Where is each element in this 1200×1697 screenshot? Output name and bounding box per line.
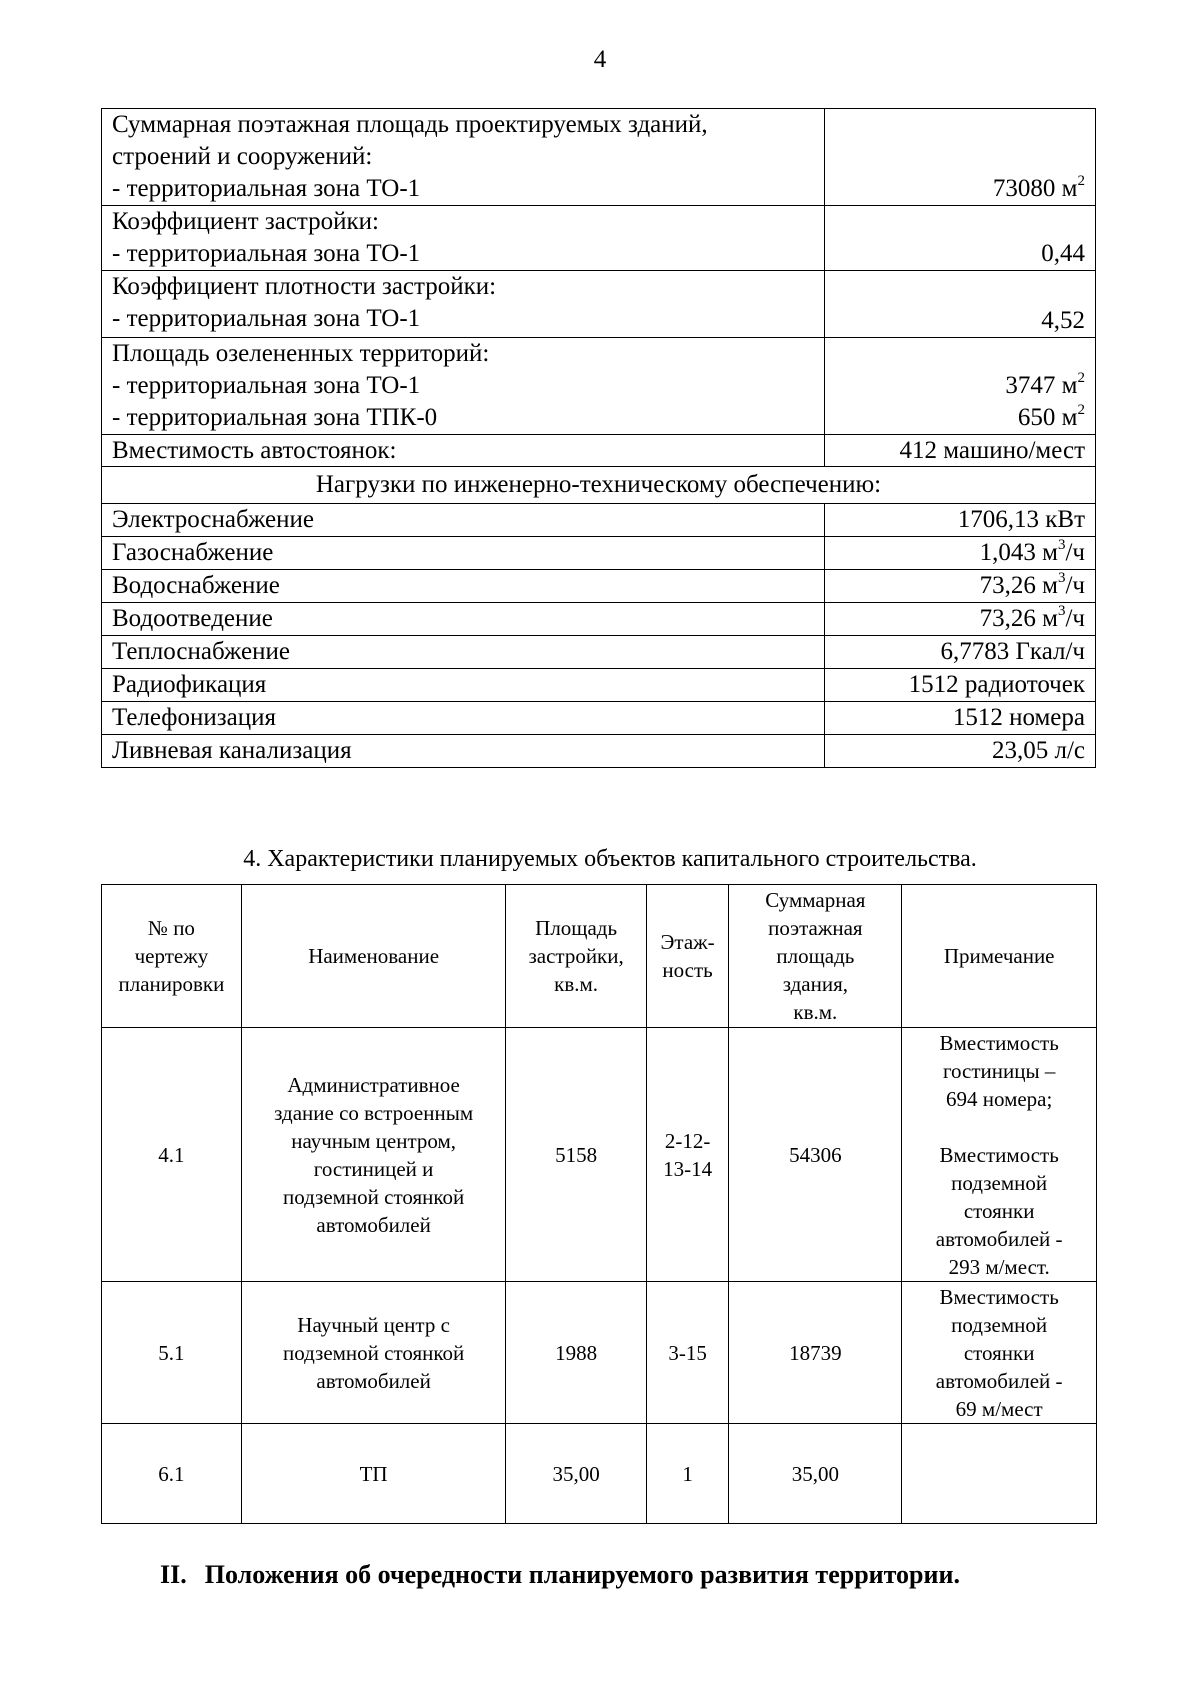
section-heading [160, 1560, 960, 1590]
object-floors-line: 3-15 [668, 1340, 707, 1365]
object-note-line: автомобилей - [935, 1368, 1063, 1393]
object-area-line: 1988 [555, 1340, 598, 1365]
load-label [102, 702, 825, 735]
header-line: кв.м. [793, 1000, 838, 1024]
load-value [825, 735, 1096, 768]
summary-label [102, 435, 825, 467]
summary-value [825, 271, 1096, 338]
label-line: - территориальная зона ТПК-0 [112, 404, 438, 431]
objects-row [102, 1028, 1097, 1282]
header-line: здания, [782, 972, 848, 996]
load-label [102, 570, 825, 603]
objects-header-cell [902, 885, 1097, 1028]
object-number-line: 4.1 [158, 1142, 185, 1167]
objects-header-cell [506, 885, 646, 1028]
label-line: Вместимость автостоянок: [112, 437, 397, 464]
superscript: 2 [1077, 401, 1085, 418]
summary-row [102, 435, 1096, 467]
superscript: 3 [1057, 536, 1066, 553]
value-text: 4,52 [1041, 307, 1085, 334]
load-row [102, 537, 1096, 570]
value-text: 412 машино/мест [899, 437, 1085, 464]
object-floors-line: 2-12- [664, 1128, 711, 1153]
label-line: - территориальная зона ТО-1 [112, 240, 421, 267]
object-note-line: Вместимость [939, 1284, 1059, 1309]
object-number-line: 6.1 [158, 1461, 185, 1486]
object-note-line: гостиницы – [942, 1058, 1056, 1083]
object-name-line: автомобилей [316, 1212, 431, 1237]
object-note-line: подземной [951, 1170, 1048, 1195]
object-name-line: здание со встроенным [274, 1100, 474, 1125]
label-line: Коэффициент застройки: [112, 208, 380, 235]
label-line: Суммарная поэтажная площадь проектируемых зданий, [112, 111, 708, 138]
value-text: 1706,13 кВт [957, 506, 1085, 533]
summary-value [825, 206, 1096, 271]
objects-header-row [102, 885, 1097, 1028]
object-note-line: 694 номера; [945, 1086, 1053, 1111]
value-text: 6,7783 Гкал/ч [940, 638, 1085, 665]
summary-row [102, 206, 1096, 271]
summary-label [102, 206, 825, 271]
summary-table [101, 108, 1096, 768]
load-value [825, 603, 1096, 636]
load-value [825, 702, 1096, 735]
object-area [506, 1282, 646, 1424]
objects-table-caption: 4. Характеристики планируемых объектов капитального строительства. [243, 846, 977, 872]
load-label [102, 636, 825, 669]
summary-value [825, 338, 1096, 435]
load-value [825, 636, 1096, 669]
load-label-text: Электроснабжение [112, 506, 314, 533]
value-text: 73,26 $м^3/ч$ [979, 569, 1085, 599]
summary-label [102, 338, 825, 435]
value-text: 650 $м^2$ [1017, 401, 1085, 431]
header-line: Наименование [308, 944, 440, 968]
page-number: 4 [593, 46, 607, 73]
object-number [102, 1424, 242, 1524]
value-text: 1512 номера [952, 704, 1085, 731]
summary-row [102, 109, 1096, 206]
value-text: 3747 $м^2$ [1005, 369, 1085, 399]
object-note-line: Вместимость [939, 1142, 1059, 1167]
object-note-line: стоянки [963, 1198, 1035, 1223]
object-name [241, 1424, 506, 1524]
objects-header-cell [729, 885, 902, 1028]
header-line: Площадь [535, 916, 618, 940]
header-line: Этаж- [660, 930, 715, 954]
load-row [102, 504, 1096, 537]
object-name [241, 1282, 506, 1424]
object-number [102, 1282, 242, 1424]
superscript: 2 [1077, 369, 1085, 386]
value-text: 1512 радиоточек [908, 671, 1085, 698]
load-row [102, 570, 1096, 603]
section-title: Нагрузки по инженерно-техническому обеспечению: [102, 467, 1096, 504]
object-name-line: научным центром, [291, 1128, 457, 1153]
object-name [241, 1028, 506, 1282]
objects-table [101, 884, 1097, 1524]
summary-row [102, 271, 1096, 338]
object-name-line: гостиницей и [313, 1156, 434, 1181]
object-note [902, 1028, 1097, 1282]
load-label [102, 537, 825, 570]
load-row [102, 702, 1096, 735]
header-line: Примечание [943, 944, 1055, 968]
load-label-text: Телефонизация [112, 704, 276, 731]
object-name-line: автомобилей [316, 1368, 431, 1393]
objects-row [102, 1424, 1097, 1524]
object-total-area-line: 35,00 [791, 1461, 839, 1486]
value-text: 73080 $м^2$ [992, 172, 1085, 202]
label-line: - территориальная зона ТО-1 [112, 372, 421, 399]
header-line: ность [662, 958, 713, 982]
label-line: строений и сооружений: [112, 143, 373, 170]
object-note-line: 69 м/мест [955, 1396, 1043, 1421]
superscript: 2 [1077, 172, 1085, 189]
object-note [902, 1424, 1097, 1524]
section-heading-text: Положения об очередности планируемого развития территории. [204, 1560, 960, 1589]
load-label [102, 669, 825, 702]
object-number-line: 5.1 [158, 1340, 185, 1365]
summary-label [102, 271, 825, 338]
object-note-line: стоянки [963, 1340, 1035, 1365]
load-label-text: Водоотведение [112, 605, 273, 632]
object-note [902, 1282, 1097, 1424]
object-area [506, 1028, 646, 1282]
object-note-line [902, 1113, 1096, 1141]
objects-header-cell [102, 885, 242, 1028]
load-value [825, 504, 1096, 537]
object-note-line: Вместимость [939, 1030, 1059, 1055]
load-label [102, 504, 825, 537]
object-area-line: 5158 [555, 1142, 598, 1167]
load-row [102, 669, 1096, 702]
load-row [102, 735, 1096, 768]
header-line: застройки, [528, 944, 624, 968]
object-floors [646, 1424, 729, 1524]
objects-header-cell [646, 885, 729, 1028]
header-line: Суммарная [765, 888, 866, 912]
load-value [825, 570, 1096, 603]
object-floors-line: 13-14 [663, 1156, 713, 1181]
header-line: кв.м. [554, 972, 599, 996]
load-label-text: Водоснабжение [112, 572, 280, 599]
section-heading-number: II. [160, 1560, 187, 1589]
load-value [825, 669, 1096, 702]
summary-row [102, 338, 1096, 435]
object-total-area [729, 1028, 902, 1282]
load-row [102, 636, 1096, 669]
label-line: - территориальная зона ТО-1 [112, 305, 421, 332]
label-line: - территориальная зона ТО-1 [112, 175, 421, 202]
object-note-line: автомобилей - [935, 1226, 1063, 1251]
superscript: 3 [1057, 569, 1066, 586]
object-name-line: Административное [287, 1072, 460, 1097]
object-floors-line: 1 [682, 1461, 693, 1486]
load-label-text: Ливневая канализация [112, 737, 352, 764]
object-total-area-line: 18739 [789, 1340, 842, 1365]
value-text: 1,043 $м^3/ч$ [979, 536, 1085, 566]
object-name-line: подземной стоянкой [282, 1184, 465, 1209]
load-value [825, 537, 1096, 570]
object-name-line: ТП [359, 1461, 388, 1486]
value-text: 0,44 [1041, 240, 1085, 267]
object-total-area [729, 1282, 902, 1424]
object-area-line: 35,00 [552, 1461, 600, 1486]
object-floors [646, 1282, 729, 1424]
summary-value [825, 109, 1096, 206]
object-name-line: подземной стоянкой [282, 1340, 465, 1365]
load-label-text: Теплоснабжение [112, 638, 290, 665]
header-line: планировки [118, 972, 225, 996]
load-label-text: Газоснабжение [112, 539, 274, 566]
object-total-area [729, 1424, 902, 1524]
header-line: № по [147, 916, 195, 940]
load-row [102, 603, 1096, 636]
object-note-line: подземной [951, 1312, 1048, 1337]
label-line: Площадь озелененных территорий: [112, 340, 490, 367]
load-label [102, 603, 825, 636]
section-title-row [102, 467, 1096, 504]
value-text: 73,26 $м^3/ч$ [979, 602, 1085, 632]
superscript: 3 [1057, 602, 1066, 619]
objects-row [102, 1282, 1097, 1424]
value-text: 23,05 л/с [991, 737, 1085, 764]
summary-value [825, 435, 1096, 467]
header-line: чертежу [134, 944, 209, 968]
summary-label [102, 109, 825, 206]
object-floors [646, 1028, 729, 1282]
header-line: площадь [776, 944, 855, 968]
objects-header-cell [241, 885, 506, 1028]
load-label-text: Радиофикация [112, 671, 267, 698]
label-line: Коэффициент плотности застройки: [112, 273, 497, 300]
object-note-line: 293 м/мест. [948, 1254, 1050, 1279]
object-name-line: Научный центр с [297, 1312, 450, 1337]
object-number [102, 1028, 242, 1282]
object-total-area-line: 54306 [789, 1142, 842, 1167]
load-label [102, 735, 825, 768]
object-area [506, 1424, 646, 1524]
header-line: поэтажная [768, 916, 863, 940]
